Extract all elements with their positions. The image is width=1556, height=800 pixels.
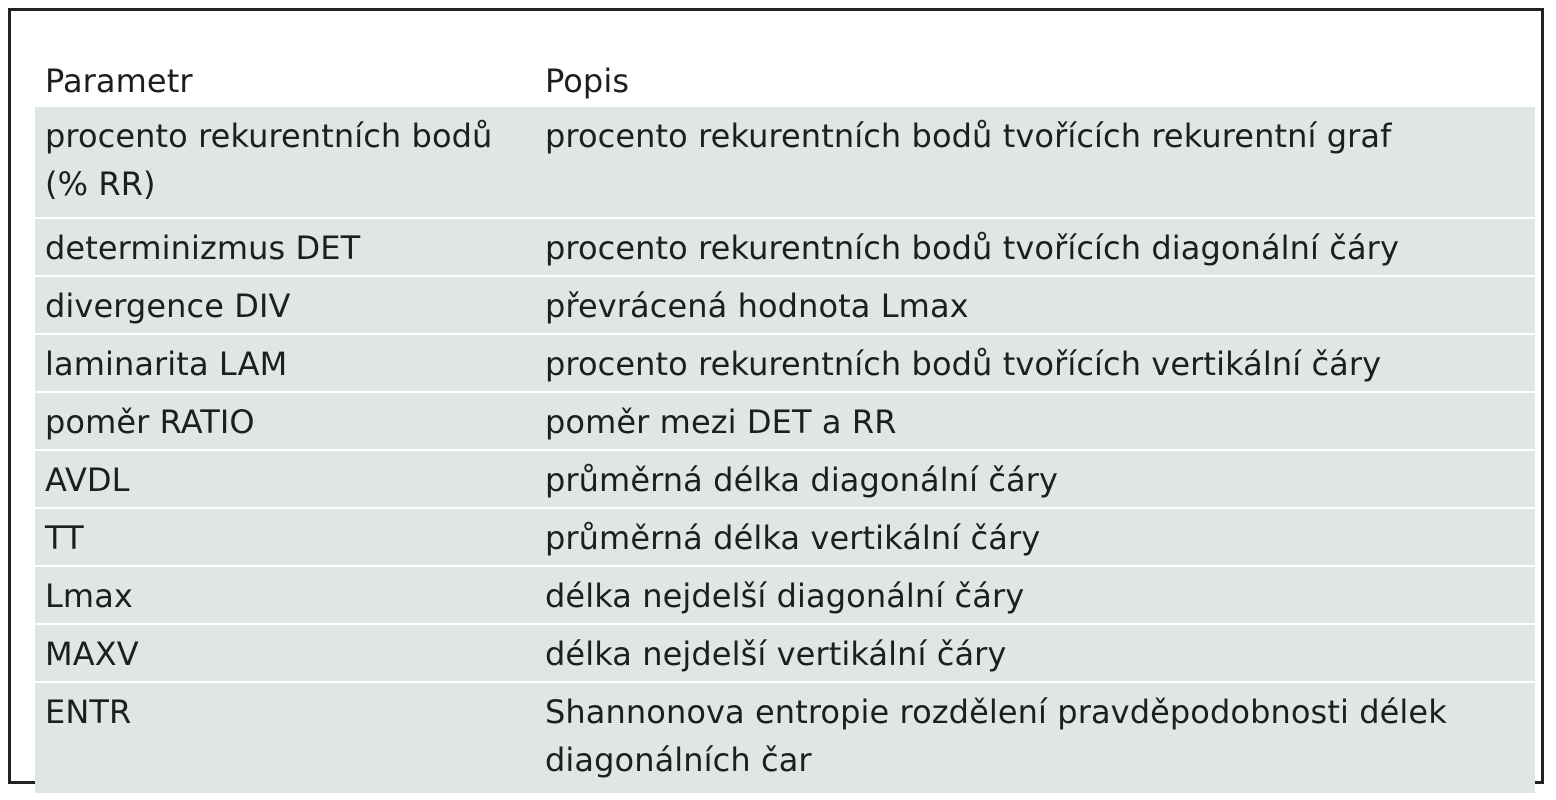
row-desc: procento rekurentních bodů tvořících diagonální čáry (545, 229, 1399, 267)
row-desc: délka nejdelší diagonální čáry (545, 577, 1025, 615)
row-param: ENTR (45, 693, 132, 731)
row-param: divergence DIV (45, 287, 291, 325)
table-header-row (35, 49, 1535, 107)
row-param: MAXV (45, 635, 139, 673)
row-param: procento rekurentních bodů (% RR) (45, 117, 493, 203)
header-popis: Popis (545, 62, 630, 100)
table-row (35, 451, 1535, 509)
table-row (35, 625, 1535, 683)
table-row (35, 683, 1535, 795)
table-row (35, 393, 1535, 451)
row-param: AVDL (45, 461, 130, 499)
row-desc: Shannonova entropie rozdělení pravděpodobnosti délek diagonálních čar (545, 693, 1447, 779)
row-desc: průměrná délka diagonální čáry (545, 461, 1059, 499)
table-row (35, 509, 1535, 567)
row-param: laminarita LAM (45, 345, 288, 383)
table-frame (8, 8, 1544, 784)
row-param: Lmax (45, 577, 133, 615)
row-desc: průměrná délka vertikální čáry (545, 519, 1041, 557)
parameters-table (35, 49, 1535, 795)
row-desc: délka nejdelší vertikální čáry (545, 635, 1007, 673)
table-row (35, 219, 1535, 277)
row-desc: procento rekurentních bodů tvořících vertikální čáry (545, 345, 1382, 383)
row-desc: převrácená hodnota Lmax (545, 287, 969, 325)
table-row (35, 567, 1535, 625)
row-param: TT (45, 519, 84, 557)
header-parametr: Parametr (45, 62, 193, 100)
row-desc: procento rekurentních bodů tvořících rekurentní graf (545, 117, 1392, 155)
row-param: poměr RATIO (45, 403, 255, 441)
row-desc: poměr mezi DET a RR (545, 403, 897, 441)
table-row (35, 277, 1535, 335)
table-row (35, 335, 1535, 393)
row-param: determinizmus DET (45, 229, 361, 267)
table-row (35, 107, 1535, 219)
